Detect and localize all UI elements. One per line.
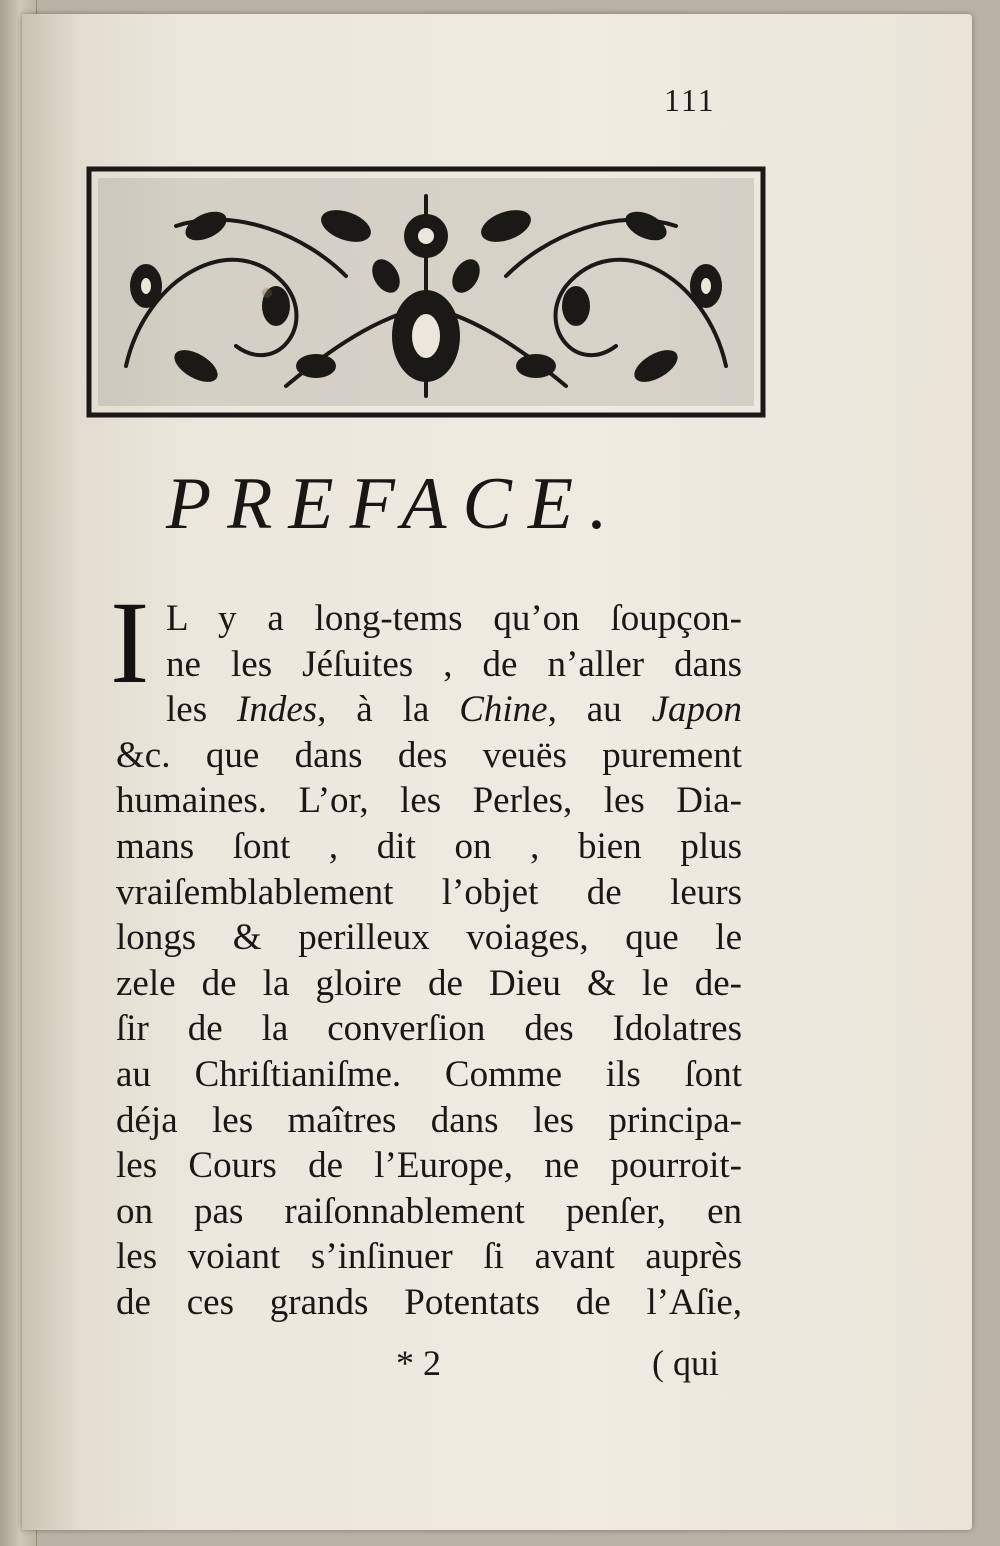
text-line xyxy=(116,778,742,824)
text-line xyxy=(116,824,742,870)
text-segment: &c. que dans des veuës purement xyxy=(116,734,742,776)
text-segment: mans ſont , dit on , bien plus xyxy=(116,826,742,867)
catchword: ( qui xyxy=(652,1343,719,1383)
floral-headpiece-ornament xyxy=(86,166,766,418)
text-segment: ne les Jéſuites , de n’aller dans xyxy=(166,643,742,685)
text-line xyxy=(116,733,742,779)
text-line xyxy=(166,687,742,733)
text-segment: ſir de la converſion des Idolatres xyxy=(116,1008,742,1050)
text-segment: , à la xyxy=(317,689,460,731)
italic-text-segment: Indes xyxy=(237,689,318,731)
signature-mark: * 2 xyxy=(396,1343,441,1383)
text-line xyxy=(166,596,742,642)
text-line xyxy=(116,1098,742,1144)
text-segment: déja les maîtres dans les principa- xyxy=(116,1099,742,1141)
chapter-title: PREFACE. xyxy=(166,463,624,545)
text-line xyxy=(116,1189,742,1235)
text-segment: L y a long-tems qu’on ſoupçon- xyxy=(166,598,742,639)
text-line xyxy=(116,1006,742,1052)
text-segment: les xyxy=(166,689,237,731)
text-line xyxy=(166,642,742,688)
text-segment: , au xyxy=(547,689,652,731)
italic-text-segment: Japon xyxy=(651,689,742,731)
text-segment: on pas raiſonnablement penſer, en xyxy=(116,1190,742,1232)
drop-cap-initial: I xyxy=(110,577,150,708)
text-segment: de ces grands Potentats de l’Aſie, xyxy=(116,1282,742,1323)
text-segment: longs & perilleux voiages, que le xyxy=(116,917,742,959)
text-line xyxy=(116,1143,742,1189)
text-segment: zele de la gloire de Dieu & le de- xyxy=(116,962,742,1004)
text-segment: vraiſemblablement l’objet de leurs xyxy=(116,871,742,913)
text-segment: les voiant s’inſinuer ſi avant auprès xyxy=(116,1236,742,1278)
text-line xyxy=(116,915,742,961)
text-line xyxy=(116,1280,742,1326)
text-segment: les Cours de l’Europe, ne pourroit- xyxy=(116,1145,742,1187)
text-line xyxy=(116,961,742,1007)
text-line xyxy=(116,1052,742,1098)
page-number: 111 xyxy=(664,82,716,118)
text-segment: humaines. L’or, les Perles, les Dia- xyxy=(116,780,742,822)
text-segment: au Chriſtianiſme. Comme ils ſont xyxy=(116,1054,742,1095)
text-line xyxy=(116,870,742,916)
italic-text-segment: Chine xyxy=(459,689,548,731)
foxing-spot xyxy=(262,288,272,298)
text-line xyxy=(116,1234,742,1280)
